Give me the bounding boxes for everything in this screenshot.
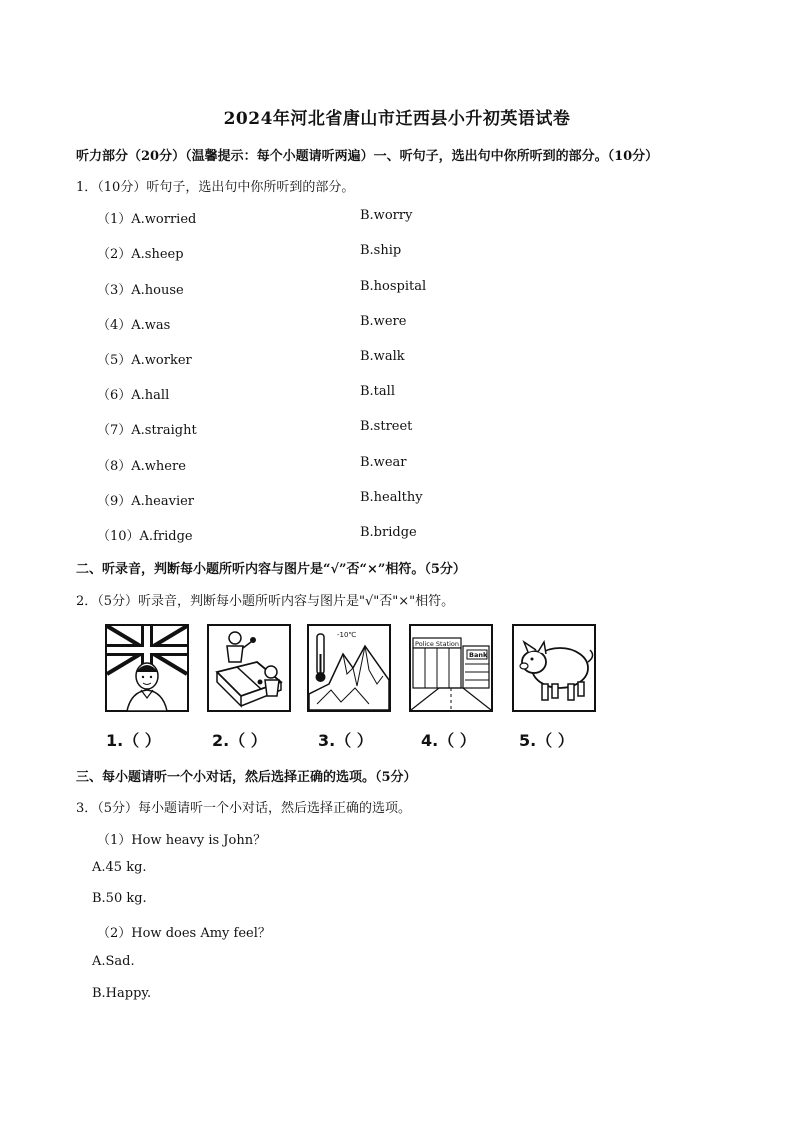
section-3-header: 三、每小题请听一个小对话，然后选择正确的选项。（5分） xyxy=(76,770,417,785)
thermometer-reading: -10℃ xyxy=(337,631,357,639)
question-1-stem: 1．（10分）听句子，选出句中你所听到的部分。 xyxy=(76,180,355,195)
q1-item-3-option-b[interactable]: B.hospital xyxy=(360,279,427,294)
page-title: 2024年河北省唐山市迁西县小升初英语试卷 xyxy=(223,109,571,129)
q3-sub-1-option-a[interactable]: A.45 kg. xyxy=(92,860,147,875)
listening-section-header: 听力部分（20分）（温馨提示：每个小题请听两遍）一、听句子，选出句中你所听到的部分。（10分） xyxy=(76,149,659,164)
question-2-stem: 2．（5分）听录音，判断每小题所听内容与图片是"√"否"×"相符。 xyxy=(76,594,455,609)
q1-item-10-option-a[interactable]: （10）A.fridge xyxy=(97,529,193,544)
police-station-sign: Police Station xyxy=(415,640,460,648)
picture-2-answer-blank[interactable]: 2.（ ） xyxy=(212,731,267,750)
q3-sub-2-option-a[interactable]: A.Sad. xyxy=(92,954,135,969)
picture-4-answer-blank[interactable]: 4.（ ） xyxy=(421,731,476,750)
q1-item-8-option-b[interactable]: B.wear xyxy=(360,455,407,470)
q1-item-5-option-a[interactable]: （5）A.worker xyxy=(97,353,192,368)
q1-item-10-option-b[interactable]: B.bridge xyxy=(360,525,417,540)
q1-item-9-option-b[interactable]: B.healthy xyxy=(360,490,423,505)
q1-item-2-option-a[interactable]: （2）A.sheep xyxy=(97,247,184,262)
picture-police-station-bank xyxy=(409,624,493,712)
q3-sub-1-question: （1）How heavy is John？ xyxy=(97,833,267,848)
q1-item-2-option-b[interactable]: B.ship xyxy=(360,243,402,258)
picture-uk-flag-boy xyxy=(105,624,189,712)
q1-item-4-option-a[interactable]: （4）A.was xyxy=(97,318,171,333)
bank-sign: Bank xyxy=(469,651,488,659)
q3-sub-2-question: （2）How does Amy feel？ xyxy=(97,926,271,941)
picture-table-tennis xyxy=(207,624,291,712)
question-3-stem: 3．（5分）每小题请听一个小对话，然后选择正确的选项。 xyxy=(76,801,412,816)
picture-1-answer-blank[interactable]: 1.（ ） xyxy=(106,731,161,750)
q1-item-6-option-b[interactable]: B.tall xyxy=(360,384,395,399)
q1-item-8-option-a[interactable]: （8）A.where xyxy=(97,459,186,474)
q1-item-9-option-a[interactable]: （9）A.heavier xyxy=(97,494,195,509)
section-2-header: 二、听录音，判断每小题所听内容与图片是“√”否“×”相符。（5分） xyxy=(76,562,466,577)
q3-sub-2-option-b[interactable]: B.Happy. xyxy=(92,986,152,1001)
q1-item-1-option-b[interactable]: B.worry xyxy=(360,208,413,223)
q1-item-5-option-b[interactable]: B.walk xyxy=(360,349,405,364)
q1-item-4-option-b[interactable]: B.were xyxy=(360,314,407,329)
picture-3-answer-blank[interactable]: 3.（ ） xyxy=(318,731,373,750)
q3-sub-1-option-b[interactable]: B.50 kg. xyxy=(92,891,147,906)
picture-pig xyxy=(512,624,596,712)
q1-item-7-option-a[interactable]: （7）A.straight xyxy=(97,423,197,438)
q1-item-6-option-a[interactable]: （6）A.hall xyxy=(97,388,170,403)
picture-5-answer-blank[interactable]: 5.（ ） xyxy=(519,731,574,750)
picture-thermometer-mountains xyxy=(307,624,391,712)
q1-item-3-option-a[interactable]: （3）A.house xyxy=(97,283,184,298)
q1-item-1-option-a[interactable]: （1）A.worried xyxy=(97,212,197,227)
q1-item-7-option-b[interactable]: B.street xyxy=(360,419,413,434)
